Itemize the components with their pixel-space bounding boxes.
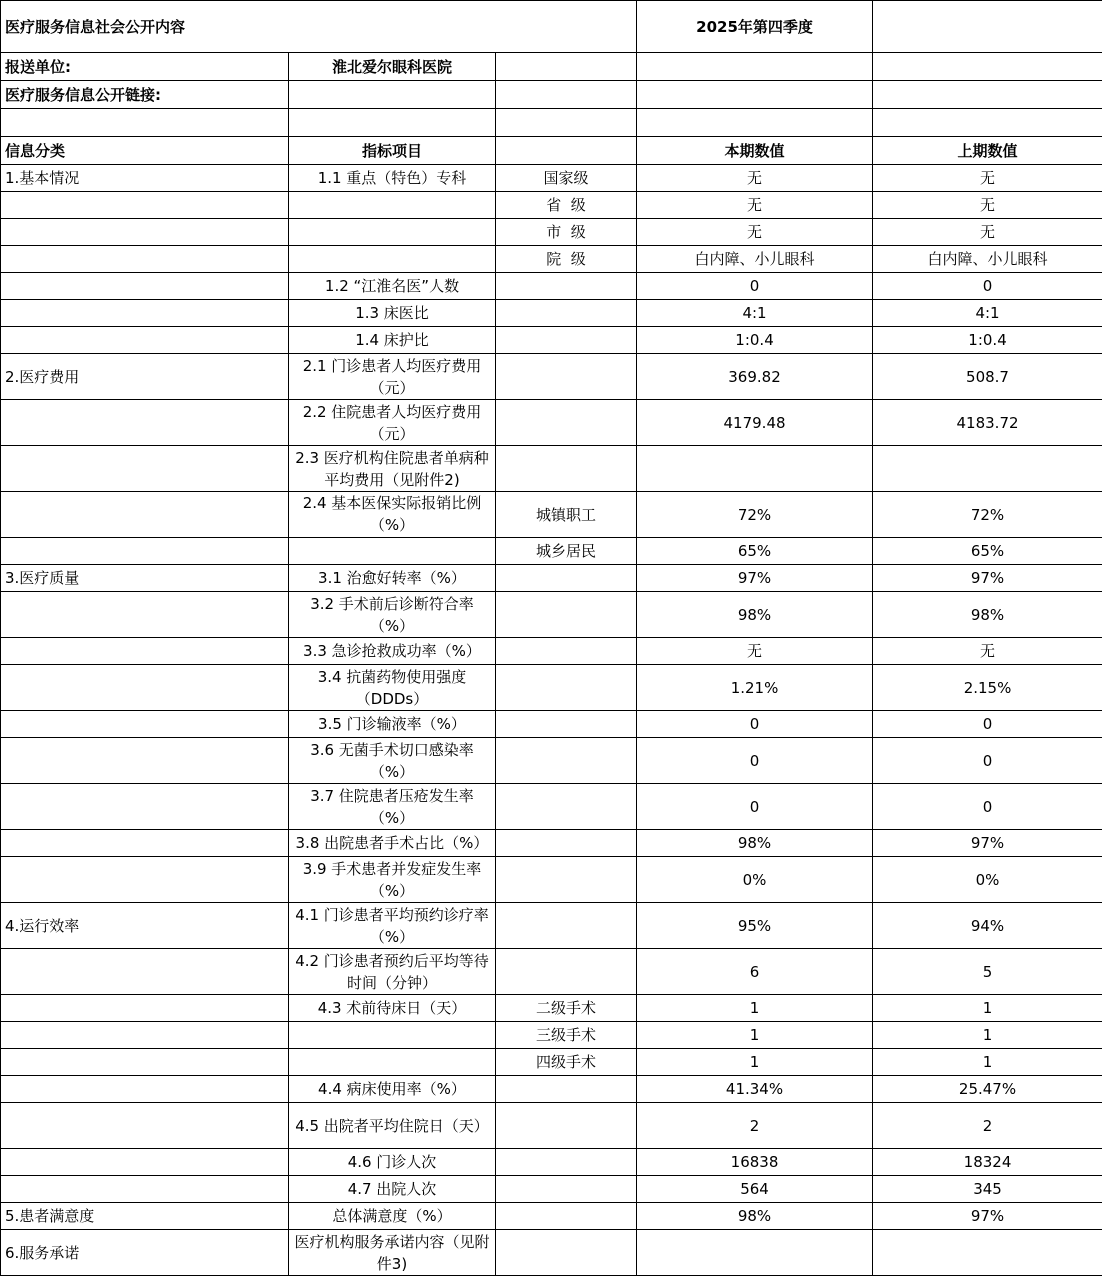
previous-value-cell[interactable]: 25.47% (873, 1076, 1102, 1103)
table-row (1, 1149, 1102, 1176)
empty-cell[interactable] (289, 81, 496, 109)
current-value-cell[interactable]: 无 (637, 192, 873, 219)
sub-cell[interactable]: 院 级 (496, 246, 637, 273)
sub-cell[interactable] (496, 830, 637, 857)
previous-value-cell[interactable]: 1 (873, 995, 1102, 1022)
table-row (1, 400, 1102, 446)
current-value-cell[interactable]: 白内障、小儿眼科 (637, 246, 873, 273)
table-row (1, 903, 1102, 949)
previous-value-cell[interactable]: 无 (873, 165, 1102, 192)
previous-value-cell[interactable]: 4:1 (873, 300, 1102, 327)
sub-cell[interactable] (496, 903, 637, 949)
table-row (1, 830, 1102, 857)
current-value-cell[interactable]: 0 (637, 711, 873, 738)
period-title[interactable]: 2025年第四季度 (637, 1, 873, 53)
empty-cell[interactable] (873, 1, 1102, 53)
sub-cell[interactable]: 市 级 (496, 219, 637, 246)
category-cell[interactable] (1, 1149, 289, 1176)
sub-cell[interactable]: 二级手术 (496, 995, 637, 1022)
table-row (1, 1076, 1102, 1103)
sub-cell[interactable] (496, 592, 637, 638)
current-value-cell[interactable]: 0 (637, 738, 873, 784)
category-cell[interactable] (1, 592, 289, 638)
table-row (1, 219, 1102, 246)
indicator-cell[interactable]: 2.1 门诊患者人均医疗费用（元） (289, 354, 496, 400)
previous-value-cell[interactable]: 2.15% (873, 665, 1102, 711)
table-row (1, 1103, 1102, 1149)
previous-value-cell[interactable]: 345 (873, 1176, 1102, 1203)
sub-cell[interactable] (496, 273, 637, 300)
empty-cell[interactable] (496, 53, 637, 81)
previous-value-cell[interactable]: 0 (873, 784, 1102, 830)
link-label[interactable]: 医疗服务信息公开链接: (1, 81, 289, 109)
table-row (1, 538, 1102, 565)
sub-cell[interactable] (496, 857, 637, 903)
report-unit-label[interactable]: 报送单位: (1, 53, 289, 81)
previous-value-cell[interactable]: 98% (873, 592, 1102, 638)
sub-cell[interactable] (496, 565, 637, 592)
sub-cell[interactable]: 城镇职工 (496, 492, 637, 538)
indicator-cell[interactable]: 2.4 基本医保实际报销比例（%） (289, 492, 496, 538)
table-row (1, 492, 1102, 538)
sub-cell[interactable]: 国家级 (496, 165, 637, 192)
header-category[interactable]: 信息分类 (1, 137, 289, 165)
indicator-cell[interactable]: 4.1 门诊患者平均预约诊疗率（%） (289, 903, 496, 949)
empty-cell[interactable] (496, 137, 637, 165)
empty-cell[interactable] (873, 81, 1102, 109)
current-value-cell[interactable]: 0 (637, 784, 873, 830)
current-value-cell[interactable] (637, 446, 873, 492)
category-cell[interactable]: 1.基本情况 (1, 165, 289, 192)
previous-value-cell[interactable] (873, 446, 1102, 492)
table-row (1, 354, 1102, 400)
indicator-cell[interactable]: 3.3 急诊抢救成功率（%） (289, 638, 496, 665)
current-value-cell[interactable]: 98% (637, 1203, 873, 1230)
table-row (1, 784, 1102, 830)
previous-value-cell[interactable]: 2 (873, 1103, 1102, 1149)
sub-cell[interactable] (496, 300, 637, 327)
report-unit-value[interactable]: 淮北爱尔眼科医院 (289, 53, 496, 81)
indicator-cell[interactable] (289, 538, 496, 565)
report-unit-row (1, 53, 1102, 81)
current-value-cell[interactable]: 16838 (637, 1149, 873, 1176)
category-cell[interactable]: 5.患者满意度 (1, 1203, 289, 1230)
current-value-cell[interactable]: 0% (637, 857, 873, 903)
category-cell[interactable] (1, 711, 289, 738)
category-cell[interactable]: 4.运行效率 (1, 903, 289, 949)
indicator-cell[interactable]: 1.2 “江淮名医”人数 (289, 273, 496, 300)
previous-value-cell[interactable]: 1:0.4 (873, 327, 1102, 354)
table-row (1, 300, 1102, 327)
sheet-body (1, 1, 1102, 1276)
sub-cell[interactable] (496, 354, 637, 400)
category-cell[interactable] (1, 995, 289, 1022)
category-cell[interactable] (1, 446, 289, 492)
category-cell[interactable] (1, 1103, 289, 1149)
indicator-cell[interactable]: 2.3 医疗机构住院患者单病种平均费用（见附件2) (289, 446, 496, 492)
category-cell[interactable] (1, 192, 289, 219)
current-value-cell[interactable]: 97% (637, 565, 873, 592)
previous-value-cell[interactable]: 0 (873, 711, 1102, 738)
previous-value-cell[interactable]: 94% (873, 903, 1102, 949)
category-cell[interactable] (1, 400, 289, 446)
blank-row (1, 109, 1102, 137)
current-value-cell[interactable]: 1:0.4 (637, 327, 873, 354)
header-current[interactable]: 本期数值 (637, 137, 873, 165)
header-indicator[interactable]: 指标项目 (289, 137, 496, 165)
previous-value-cell[interactable]: 0 (873, 273, 1102, 300)
table-row (1, 446, 1102, 492)
empty-cell[interactable] (496, 81, 637, 109)
category-cell[interactable]: 3.医疗质量 (1, 565, 289, 592)
previous-value-cell[interactable]: 5 (873, 949, 1102, 995)
current-value-cell[interactable]: 无 (637, 638, 873, 665)
table-row (1, 565, 1102, 592)
category-cell[interactable] (1, 949, 289, 995)
table-row (1, 246, 1102, 273)
table-row (1, 857, 1102, 903)
sub-cell[interactable] (496, 711, 637, 738)
sub-cell[interactable] (496, 1230, 637, 1276)
table-row (1, 1203, 1102, 1230)
header-row (1, 137, 1102, 165)
category-cell[interactable] (1, 273, 289, 300)
current-value-cell[interactable]: 95% (637, 903, 873, 949)
indicator-cell[interactable]: 3.4 抗菌药物使用强度（DDDs） (289, 665, 496, 711)
empty-cell[interactable] (496, 109, 637, 137)
link-row (1, 81, 1102, 109)
current-value-cell[interactable]: 564 (637, 1176, 873, 1203)
empty-cell[interactable] (289, 109, 496, 137)
previous-value-cell[interactable]: 72% (873, 492, 1102, 538)
category-cell[interactable]: 6.服务承诺 (1, 1230, 289, 1276)
page-title[interactable]: 医疗服务信息社会公开内容 (1, 1, 637, 53)
table-row (1, 273, 1102, 300)
indicator-cell[interactable]: 4.2 门诊患者预约后平均等待时间（分钟） (289, 949, 496, 995)
category-cell[interactable] (1, 327, 289, 354)
table-row (1, 638, 1102, 665)
category-cell[interactable] (1, 219, 289, 246)
category-cell[interactable] (1, 738, 289, 784)
current-value-cell[interactable]: 6 (637, 949, 873, 995)
previous-value-cell[interactable]: 0% (873, 857, 1102, 903)
current-value-cell[interactable]: 1 (637, 1022, 873, 1049)
previous-value-cell[interactable]: 0 (873, 738, 1102, 784)
empty-cell[interactable] (873, 53, 1102, 81)
table-row (1, 995, 1102, 1022)
table-row (1, 1176, 1102, 1203)
category-cell[interactable] (1, 830, 289, 857)
current-value-cell[interactable]: 1 (637, 995, 873, 1022)
sub-cell[interactable] (496, 738, 637, 784)
current-value-cell[interactable]: 1.21% (637, 665, 873, 711)
title-row (1, 1, 1102, 53)
sub-cell[interactable] (496, 1149, 637, 1176)
empty-cell[interactable] (873, 109, 1102, 137)
current-value-cell[interactable]: 无 (637, 165, 873, 192)
indicator-cell[interactable]: 医疗机构服务承诺内容（见附件3) (289, 1230, 496, 1276)
table-row (1, 1230, 1102, 1276)
indicator-cell[interactable]: 3.1 治愈好转率（%） (289, 565, 496, 592)
indicator-cell[interactable]: 4.3 术前待床日（天） (289, 995, 496, 1022)
category-cell[interactable] (1, 492, 289, 538)
empty-cell[interactable] (637, 81, 873, 109)
table-row (1, 949, 1102, 995)
current-value-cell[interactable]: 98% (637, 592, 873, 638)
category-cell[interactable] (1, 665, 289, 711)
category-cell[interactable] (1, 638, 289, 665)
indicator-cell[interactable]: 3.6 无菌手术切口感染率（%） (289, 738, 496, 784)
indicator-cell[interactable]: 4.6 门诊人次 (289, 1149, 496, 1176)
sub-cell[interactable] (496, 400, 637, 446)
category-cell[interactable] (1, 1176, 289, 1203)
previous-value-cell[interactable] (873, 1230, 1102, 1276)
sub-cell[interactable]: 城乡居民 (496, 538, 637, 565)
indicator-cell[interactable]: 1.4 床护比 (289, 327, 496, 354)
sub-cell[interactable] (496, 1103, 637, 1149)
sub-cell[interactable] (496, 949, 637, 995)
previous-value-cell[interactable]: 65% (873, 538, 1102, 565)
table-row (1, 327, 1102, 354)
current-value-cell[interactable]: 41.34% (637, 1076, 873, 1103)
category-cell[interactable] (1, 246, 289, 273)
table-row (1, 192, 1102, 219)
indicator-cell[interactable] (289, 246, 496, 273)
sub-cell[interactable]: 三级手术 (496, 1022, 637, 1049)
current-value-cell[interactable]: 1 (637, 1049, 873, 1076)
indicator-cell[interactable]: 总体满意度（%） (289, 1203, 496, 1230)
current-value-cell[interactable]: 4179.48 (637, 400, 873, 446)
current-value-cell[interactable]: 0 (637, 273, 873, 300)
indicator-cell[interactable]: 1.3 床医比 (289, 300, 496, 327)
indicator-cell[interactable]: 4.4 病床使用率（%） (289, 1076, 496, 1103)
current-value-cell[interactable]: 无 (637, 219, 873, 246)
previous-value-cell[interactable]: 1 (873, 1049, 1102, 1076)
current-value-cell[interactable]: 369.82 (637, 354, 873, 400)
previous-value-cell[interactable]: 无 (873, 638, 1102, 665)
table-row (1, 711, 1102, 738)
previous-value-cell[interactable]: 97% (873, 1203, 1102, 1230)
indicator-cell[interactable]: 4.5 出院者平均住院日（天） (289, 1103, 496, 1149)
indicator-cell[interactable]: 3.2 手术前后诊断符合率（%） (289, 592, 496, 638)
table-row (1, 738, 1102, 784)
sub-cell[interactable] (496, 784, 637, 830)
category-cell[interactable] (1, 300, 289, 327)
table-row (1, 665, 1102, 711)
indicator-cell[interactable]: 4.7 出院人次 (289, 1176, 496, 1203)
category-cell[interactable] (1, 1076, 289, 1103)
sub-cell[interactable] (496, 327, 637, 354)
sub-cell[interactable] (496, 446, 637, 492)
indicator-cell[interactable]: 3.7 住院患者压疮发生率（%） (289, 784, 496, 830)
current-value-cell[interactable]: 65% (637, 538, 873, 565)
indicator-cell[interactable]: 3.5 门诊输液率（%） (289, 711, 496, 738)
indicator-cell[interactable]: 2.2 住院患者人均医疗费用（元） (289, 400, 496, 446)
indicator-cell[interactable] (289, 219, 496, 246)
current-value-cell[interactable]: 98% (637, 830, 873, 857)
indicator-cell[interactable]: 3.8 出院患者手术占比（%） (289, 830, 496, 857)
indicator-cell[interactable] (289, 1049, 496, 1076)
empty-cell[interactable] (637, 109, 873, 137)
indicator-cell[interactable]: 3.9 手术患者并发症发生率（%） (289, 857, 496, 903)
previous-value-cell[interactable]: 97% (873, 830, 1102, 857)
table-row (1, 1022, 1102, 1049)
previous-value-cell[interactable]: 97% (873, 565, 1102, 592)
current-value-cell[interactable]: 72% (637, 492, 873, 538)
indicator-cell[interactable]: 1.1 重点（特色）专科 (289, 165, 496, 192)
sub-cell[interactable] (496, 665, 637, 711)
previous-value-cell[interactable]: 4183.72 (873, 400, 1102, 446)
category-cell[interactable] (1, 857, 289, 903)
previous-value-cell[interactable]: 白内障、小儿眼科 (873, 246, 1102, 273)
previous-value-cell[interactable]: 508.7 (873, 354, 1102, 400)
sub-cell[interactable] (496, 1203, 637, 1230)
category-cell[interactable] (1, 784, 289, 830)
previous-value-cell[interactable]: 18324 (873, 1149, 1102, 1176)
table-row (1, 1049, 1102, 1076)
category-cell[interactable] (1, 538, 289, 565)
sub-cell[interactable] (496, 1076, 637, 1103)
indicator-cell[interactable] (289, 1022, 496, 1049)
sub-cell[interactable] (496, 1176, 637, 1203)
category-cell[interactable] (1, 1022, 289, 1049)
previous-value-cell[interactable]: 无 (873, 219, 1102, 246)
sub-cell[interactable]: 省 级 (496, 192, 637, 219)
current-value-cell[interactable] (637, 1230, 873, 1276)
previous-value-cell[interactable]: 无 (873, 192, 1102, 219)
current-value-cell[interactable]: 4:1 (637, 300, 873, 327)
empty-cell[interactable] (637, 53, 873, 81)
category-cell[interactable] (1, 1049, 289, 1076)
indicator-cell[interactable] (289, 192, 496, 219)
sub-cell[interactable] (496, 638, 637, 665)
category-cell[interactable]: 2.医疗费用 (1, 354, 289, 400)
table-row (1, 165, 1102, 192)
sub-cell[interactable]: 四级手术 (496, 1049, 637, 1076)
previous-value-cell[interactable]: 1 (873, 1022, 1102, 1049)
table-row (1, 592, 1102, 638)
current-value-cell[interactable]: 2 (637, 1103, 873, 1149)
header-previous[interactable]: 上期数值 (873, 137, 1102, 165)
empty-cell[interactable] (1, 109, 289, 137)
